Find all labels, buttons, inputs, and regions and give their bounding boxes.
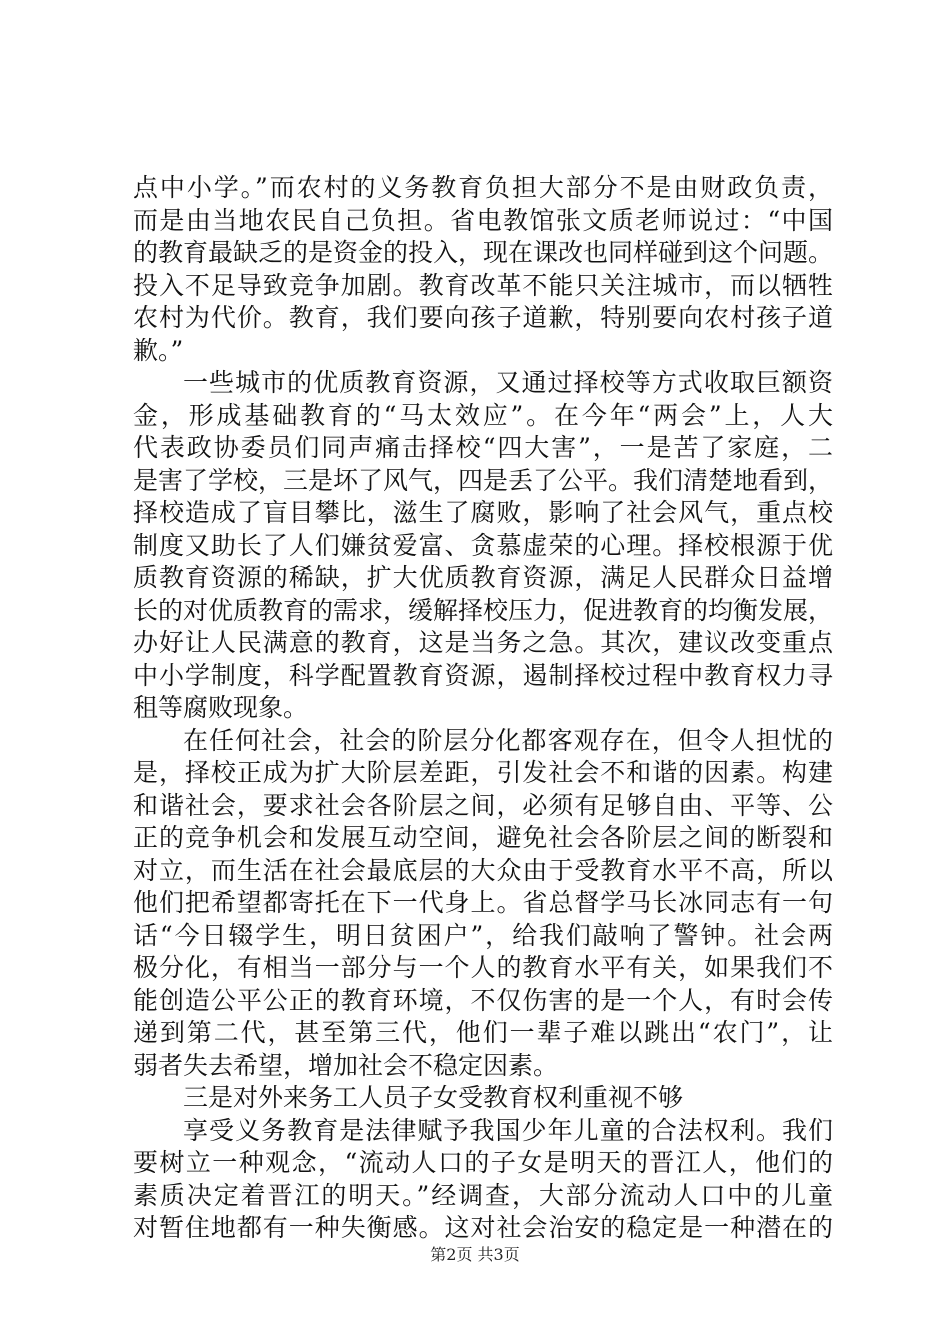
text-line: 享受义务教育是法律赋予我国少年儿童的合法权利。我们 [183,1115,833,1145]
text-line: 在任何社会，社会的阶层分化都客观存在，但令人担忧的 [183,725,833,755]
text-line: 是害了学校，三是坏了风气，四是丢了公平。我们清楚地看到， [133,465,834,495]
text-line: 质教育资源的稀缺，扩大优质教育资源，满足人民群众日益增 [133,563,833,592]
text-line: 递到第二代，甚至第三代，他们一辈子难以跳出“农门”，让 [133,1018,833,1047]
text-line: 中小学制度，科学配置教育资源，遏制择校过程中教育权力寻 [133,660,833,690]
text-line: 是，择校正成为扩大阶层差距，引发社会不和谐的因素。构建 [133,758,833,787]
text-line: 对立，而生活在社会最底层的大众由于受教育水平不高，所以 [133,855,833,885]
text-line: 歉。” [133,335,184,365]
document-body [133,172,833,1245]
text-line: 素质决定着晋江的明天。”经调查，大部分流动人口中的儿童 [133,1180,833,1210]
text-line: 弱者失去希望，增加社会不稳定因素。 [133,1050,559,1080]
text-line: 点中小学。”而农村的义务教育负担大部分不是由财政负责， [133,173,833,202]
text-line: 要树立一种观念，“流动人口的子女是明天的晋江人，他们的 [133,1148,833,1177]
text-line: 一些城市的优质教育资源，又通过择校等方式收取巨额资 [183,368,833,397]
text-line: 择校造成了盲目攀比，滋生了腐败，影响了社会风气，重点校 [133,498,833,527]
text-line: 三是对外来务工人员子女受教育权利重视不够 [183,1083,684,1112]
text-line: 极分化，有相当一部分与一个人的教育水平有关，如果我们不 [133,953,833,982]
text-line: 话“今日辍学生，明日贫困户”，给我们敲响了警钟。社会两 [133,920,833,950]
text-line: 代表政协委员们同声痛击择校“四大害”，一是苦了家庭，二 [133,433,833,462]
page-footer: 第2页 共3页 [430,1245,520,1264]
text-line: 的教育最缺乏的是资金的投入，现在课改也同样碰到这个问题。 [133,238,834,267]
text-line: 农村为代价。教育，我们要向孩子道歉，特别要向农村孩子道 [133,303,833,332]
text-line: 租等腐败现象。 [133,693,309,722]
text-line: 他们把希望都寄托在下一代身上。省总督学马长冰同志有一句 [133,888,833,917]
text-line: 正的竞争机会和发展互动空间，避免社会各阶层之间的断裂和 [133,823,833,852]
text-line: 对暂住地都有一种失衡感。这对社会治安的稳定是一种潜在的 [133,1213,833,1242]
text-line: 办好让人民满意的教育，这是当务之急。其次，建议改变重点 [133,628,833,657]
text-line: 和谐社会，要求社会各阶层之间，必须有足够自由、平等、公 [133,790,833,820]
text-line: 投入不足导致竞争加剧。教育改革不能只关注城市，而以牺牲 [133,270,833,300]
text-line: 金，形成基础教育的“马太效应”。在今年“两会”上，人大 [133,400,833,430]
text-line: 能创造公平公正的教育环境，不仅伤害的是一个人，有时会传 [133,985,833,1015]
text-line: 而是由当地农民自己负担。省电教馆张文质老师说过：“中国 [133,205,833,235]
text-line: 长的对优质教育的需求，缓解择校压力，促进教育的均衡发展， [133,595,834,625]
text-line: 制度又助长了人们嫌贫爱富、贪慕虚荣的心理。择校根源于优 [133,530,833,560]
